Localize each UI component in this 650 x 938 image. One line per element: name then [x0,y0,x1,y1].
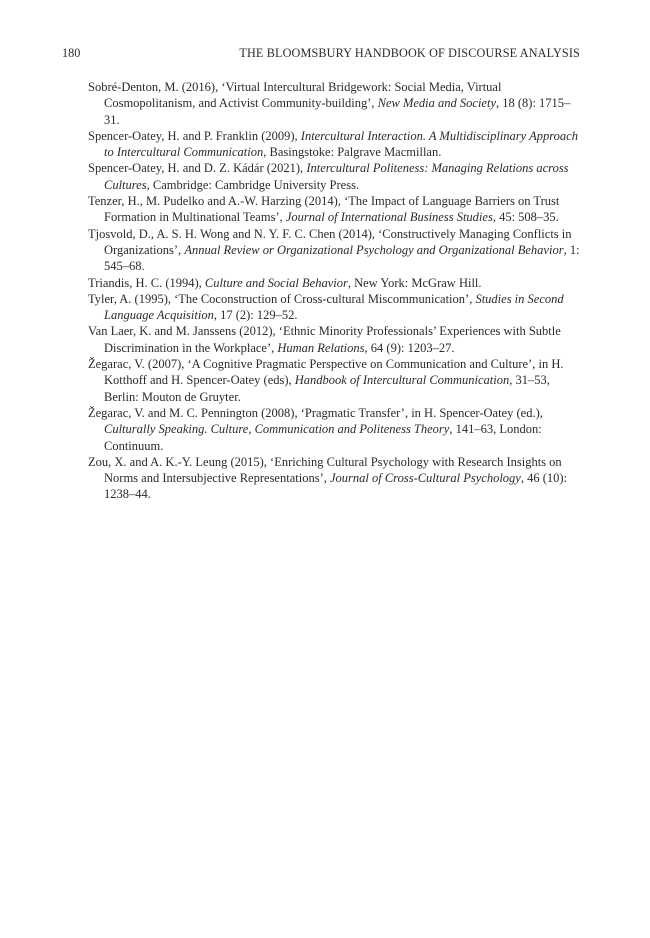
reference-text: , Cambridge: Cambridge University Press. [146,177,360,192]
reference-text: , New York: McGraw Hill. [347,275,482,290]
reference-title: Intercultural Politeness: Managing Relations across Cultures [104,161,569,192]
reference-title: Handbook of Intercultural Communication [294,373,510,388]
reference-text: , 46 (10): 1238–44. [104,471,568,502]
reference-text: Van Laer, K. and M. Janssens (2012), ‘Ethnic Minority Professionals’ Experiences with Subtle Discrimination in the Workplace’, [88,324,561,355]
reference-text: , 45: 508–35. [492,210,559,225]
reference-text: , 31–53, Berlin: Mouton de Gruyter. [104,373,550,404]
reference-text: , 17 (2): 129–52. [213,308,298,323]
page-number: 180 [62,46,81,60]
reference-text: , 141–63, London: Continuum. [104,422,542,453]
reference-text: Zou, X. and A. K.-Y. Leung (2015), ‘Enriching Cultural Psychology with Research Insights on Norms and Intersubjective Representations’, [88,454,562,486]
reference-text: , 64 (9): 1203–27. [364,340,455,355]
reference-title: New Media and Society [377,96,496,111]
reference-text: Tyler, A. (1995), ‘The Coconstruction of Cross-cultural Miscommunication’, [88,291,476,306]
reference-title: Human Relations [277,340,365,355]
reference-text: , Basingstoke: Palgrave Macmillan. [263,145,442,160]
reference-entry [88,405,580,454]
reference-entry [88,79,580,128]
reference-title: Studies in Second Language Acquisition [104,291,564,323]
reference-entry [88,275,580,291]
reference-entry [88,160,580,193]
reference-text: Sobré-Denton, M. (2016), ‘Virtual Intercultural Bridgework: Social Media, Virtual Cosmopolitanism, and Activist Community-building’, [88,80,502,111]
page-header [62,44,580,62]
reference-title: Journal of Cross-Cultural Psychology [329,471,521,486]
reference-title: Journal of International Business Studies [285,210,493,225]
reference-text: Žegarac, V. (2007), ‘A Cognitive Pragmatic Perspective on Communication and Culture’, in H. Kotthoff and H. Spencer-Oatey (eds), [88,357,564,388]
reference-entry [88,454,580,503]
reference-text: Spencer-Oatey, H. and P. Franklin (2009), [88,128,301,143]
reference-entry [88,128,580,161]
reference-text: Tenzer, H., M. Pudelko and A.-W. Harzing (2014), ‘The Impact of Language Barriers on Trust Formation in Multinational Teams’, [88,194,560,225]
reference-list [88,79,580,503]
reference-text: Spencer-Oatey, H. and D. Z. Kádár (2021), [88,161,307,176]
reference-entry [88,323,580,356]
reference-text: Tjosvold, D., A. S. H. Wong and N. Y. F. C. Chen (2014), ‘Constructively Managing Conflicts in Organizations’, [88,226,572,257]
reference-text: Žegarac, V. and M. C. Pennington (2008), ‘Pragmatic Transfer’, in H. Spencer-Oatey (ed.), [88,405,543,420]
reference-text: , 18 (8): 1715–31. [104,96,571,127]
reference-title: Culturally Speaking. Culture, Communication and Politeness Theory [104,422,450,437]
reference-entry [88,193,580,226]
running-head: THE BLOOMSBURY HANDBOOK OF DISCOURSE ANALYSIS [239,46,580,60]
reference-entry [88,291,580,324]
reference-title: Intercultural Interaction. A Multidisciplinary Approach to Intercultural Communication [104,128,578,160]
reference-entry [88,356,580,405]
reference-title: Culture and Social Behavior [204,275,348,290]
reference-title: Annual Review or Organizational Psychology and Organizational Behavior [184,242,564,257]
reference-text: Triandis, H. C. (1994), [88,275,205,290]
reference-entry [88,226,580,275]
reference-text: , 1: 545–68. [104,242,580,274]
